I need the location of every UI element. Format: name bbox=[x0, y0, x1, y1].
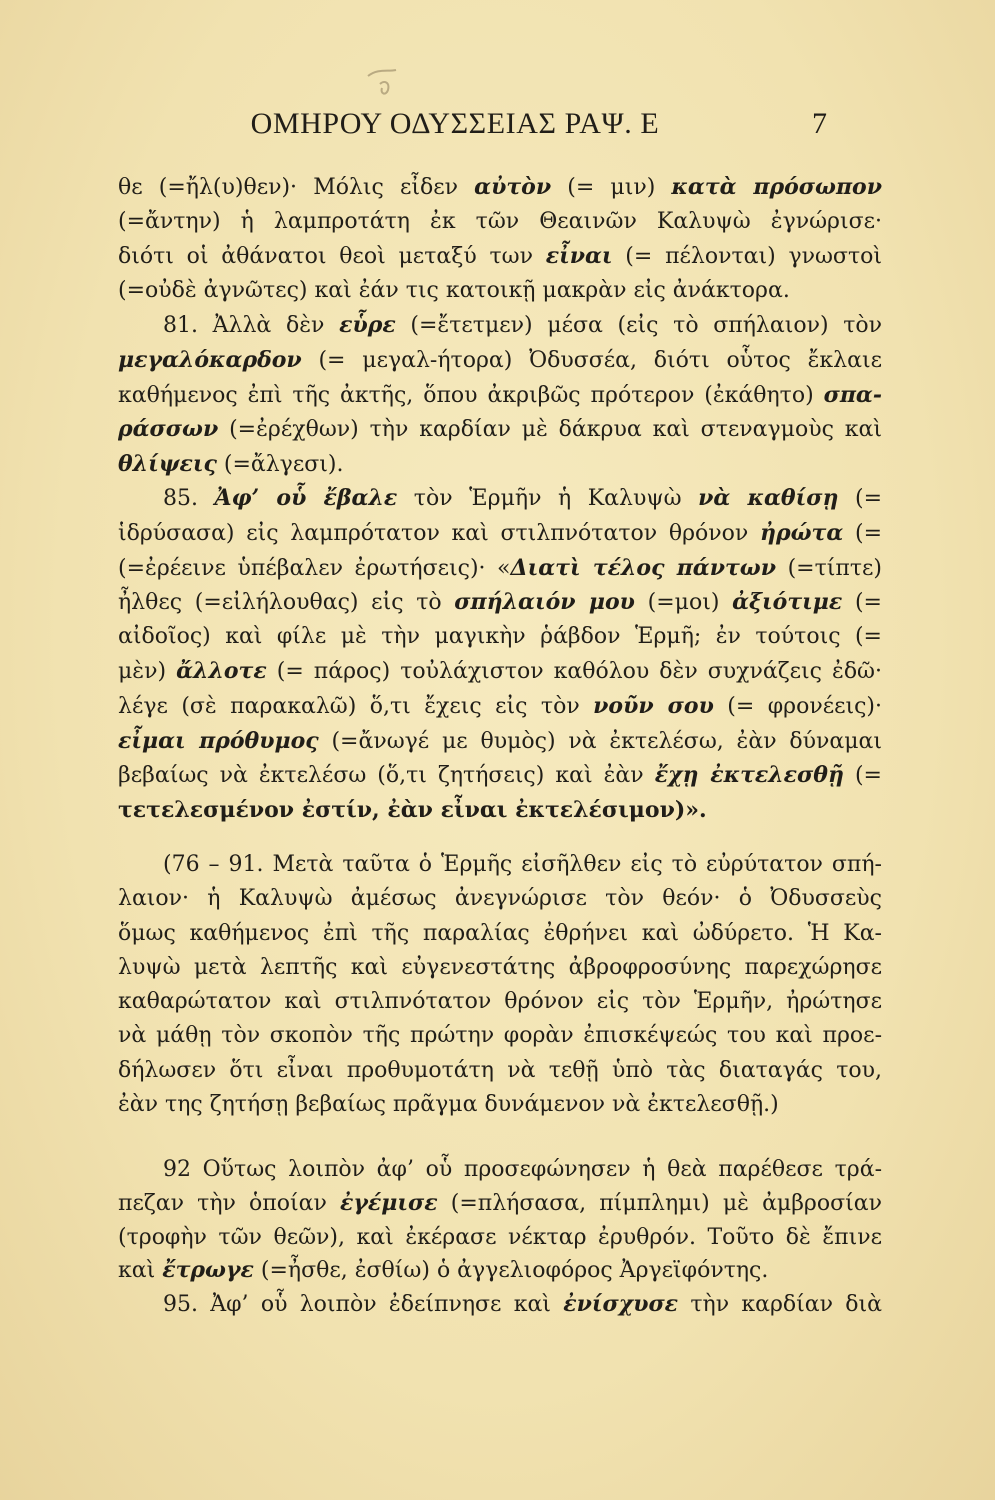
text-line bbox=[118, 882, 882, 916]
text-run: (= πέλονται) γνωστοὶ bbox=[612, 244, 882, 270]
page-number: 7 bbox=[812, 107, 827, 140]
text-line bbox=[118, 343, 882, 378]
glossed-term: ἔτρωγε bbox=[162, 1257, 254, 1284]
text-run: (=τίπτε) bbox=[776, 555, 882, 581]
glossed-term: εἶναι bbox=[545, 243, 613, 270]
text-line bbox=[118, 1254, 882, 1288]
text-line bbox=[118, 551, 882, 586]
text-run: λέγε (σὲ παρακαλῶ) ὅ,τι ἔχεις εἰς τὸν bbox=[118, 693, 594, 719]
text-line bbox=[118, 412, 882, 447]
text-line bbox=[118, 620, 882, 655]
text-run: 95. Ἀφ’ οὗ λοιπὸν ἐδείπνησε καὶ bbox=[163, 1292, 564, 1318]
text-run: ἐὰν της ζητήσῃ βεβαίως πρᾶγμα δυνάμενον νὰ ἐκτελεσθῇ.) bbox=[118, 1092, 779, 1118]
text-run: 92 Οὕτως λοιπὸν ἀφ’ οὗ προσεφώνησεν ἡ θεὰ παρέθεσε τρά- bbox=[163, 1157, 882, 1182]
glossed-term: εὗρε bbox=[339, 312, 396, 339]
text-line bbox=[118, 1019, 882, 1053]
text-run: ἦλθες (=εἰλήλουθας) εἰς τὸ bbox=[118, 590, 455, 616]
text-run: διότι οἱ ἀθάνατοι θεοὶ μεταξύ των bbox=[118, 244, 546, 270]
text-line bbox=[118, 1221, 882, 1255]
text-line bbox=[118, 205, 882, 240]
text-run: (=ἐρέχθων) τὴν καρδίαν μὲ δάκρυα καὶ στεναγμοὺς καὶ bbox=[218, 417, 882, 443]
glossed-term: κατὰ πρόσωπον bbox=[671, 174, 882, 200]
text-line bbox=[118, 481, 882, 516]
text-run: ὅμως καθήμενος ἐπὶ τῆς παραλίας ἐθρήνει καὶ ὠδύρετο. Ἡ Κα- bbox=[118, 920, 882, 946]
text-line bbox=[118, 985, 882, 1019]
glossed-term: Ἀφ’ οὗ ἔβαλε bbox=[214, 485, 398, 512]
text-run: θε (=ἤλ(υ)θεν)· Μόλις εἶδεν bbox=[118, 175, 475, 200]
glossed-term: αὐτὸν bbox=[474, 174, 552, 200]
glossed-term: ράσσων bbox=[118, 416, 219, 443]
text-run: λαιον· ἡ Καλυψὼ ἀμέσως ἀνεγνώρισε τὸν θεόν· ὁ Ὀδυσσεὺς bbox=[118, 886, 882, 912]
text-run: βεβαίως νὰ ἐκτελέσω (ὅ,τι ζητήσεις) καὶ ἐὰν bbox=[118, 763, 655, 789]
glossed-term: νὰ καθίσῃ bbox=[698, 485, 839, 512]
text-run: 85. bbox=[163, 486, 215, 512]
text-line bbox=[118, 654, 882, 689]
text-run: μὲν) bbox=[118, 659, 177, 685]
text-line bbox=[118, 170, 882, 205]
text-run: (= μεγαλ-ήτορα) Ὀδυσσέα, διότι οὗτος ἔκλαιε bbox=[301, 347, 882, 373]
text-line bbox=[118, 793, 882, 828]
text-line bbox=[118, 917, 882, 951]
text-line bbox=[118, 724, 882, 759]
text-line bbox=[118, 1088, 882, 1122]
glossed-term: Διατὶ τέλος πάντων bbox=[510, 554, 777, 581]
text-run: (=ἔτετμεν) μέσα (εἰς τὸ σπήλαιον) τὸν bbox=[395, 313, 882, 339]
text-line bbox=[118, 1288, 882, 1322]
text-run: (= bbox=[843, 763, 882, 789]
text-line bbox=[118, 758, 882, 793]
text-run: (76 – 91. Μετὰ ταῦτα ὁ Ἑρμῆς εἰσῆλθεν εἰς τὸ εὐρύτατον σπή- bbox=[163, 852, 882, 877]
text-line bbox=[118, 378, 882, 413]
text-line bbox=[118, 1153, 882, 1187]
text-run: πεζαν τὴν ὁποίαν bbox=[118, 1190, 340, 1216]
text-run: τὴν καρδίαν διὰ bbox=[678, 1292, 882, 1318]
glossed-term: ἐγέμισε bbox=[339, 1189, 438, 1216]
text-line bbox=[118, 447, 882, 482]
text-run: (= μιν) bbox=[551, 175, 672, 200]
glossed-term: ἠρώτα bbox=[759, 519, 844, 546]
text-run: τετελεσμένον ἐστίν, ἐὰν εἶναι ἐκτελέσιμον)». bbox=[118, 796, 707, 823]
commentary-block bbox=[118, 170, 882, 827]
glossed-term: ἀξιότιμε bbox=[732, 589, 843, 616]
text-line bbox=[118, 239, 882, 274]
text-run: (= φρονέεις)· bbox=[713, 693, 882, 719]
glossed-term: μεγαλόκαρδον bbox=[118, 346, 302, 373]
text-run: (τροφὴν τῶν θεῶν), καὶ ἐκέρασε νέκταρ ἐρυθρόν. Τοῦτο δὲ ἔπινε bbox=[118, 1224, 882, 1250]
text-run: καθήμενος ἐπὶ τῆς ἀκτῆς, ὅπου ἀκριβῶς πρότερον (ἐκάθητο) bbox=[118, 382, 824, 408]
text-run: (=ἄνωγέ με θυμὸς) νὰ ἐκτελέσω, ἐὰν δύναμαι bbox=[318, 728, 882, 754]
glossed-term: νοῦν σου bbox=[593, 692, 714, 719]
text-line bbox=[118, 951, 882, 985]
text-line bbox=[118, 308, 882, 343]
text-run: αἰδοῖος) καὶ φίλε μὲ τὴν μαγικὴν ῥάβδον Ἑρμῆ; ἐν τούτοις (= bbox=[118, 623, 882, 649]
glossed-term: ἄλλοτε bbox=[176, 658, 267, 685]
ink-smudge bbox=[360, 62, 410, 102]
text-run: (= πάρος) τοὐλάχιστον καθόλου δὲν συχνάζεις ἐδῶ· bbox=[266, 659, 882, 685]
text-run: (=ἄντην) ἡ λαμπροτάτη ἐκ τῶν Θεαινῶν Καλυψὼ ἐγνώρισε· bbox=[118, 208, 882, 234]
text-run: (=ἦσθε, ἐσθίω) ὁ ἀγγελιοφόρος Ἀργεϊφόντης. bbox=[253, 1258, 769, 1284]
text-run: λυψὼ μετὰ λεπτῆς καὶ εὐγενεστάτης ἀβροφροσύνης παρεχώρησε bbox=[118, 954, 882, 980]
text-line bbox=[118, 689, 882, 724]
text-line bbox=[118, 1187, 882, 1221]
text-run: νὰ μάθῃ τὸν σκοπὸν τῆς πρώτην φορὰν ἐπισκέψεώς του καὶ προε- bbox=[118, 1023, 882, 1049]
text-run: (=ἄλγεσι). bbox=[216, 451, 344, 477]
text-line bbox=[118, 1054, 882, 1088]
glossed-term: σπα- bbox=[823, 381, 882, 408]
text-run: καὶ bbox=[118, 1258, 163, 1284]
text-run: (=μοι) bbox=[634, 590, 733, 616]
text-run: 81. Ἀλλὰ δὲν bbox=[163, 313, 340, 339]
summary-block bbox=[118, 848, 882, 1122]
glossed-term: σπήλαιόν μου bbox=[454, 589, 635, 616]
text-run: τὸν Ἑρμῆν ἡ Καλυψὼ bbox=[397, 486, 699, 512]
running-header: ΟΜΗΡΟΥ ΟΔΥΣΣΕΙΑΣ ΡΑΨ. Ε bbox=[250, 107, 660, 140]
text-run: (= bbox=[843, 520, 882, 546]
glossed-term: εἶμαι πρόθυμος bbox=[118, 727, 319, 754]
text-run: (= bbox=[842, 590, 882, 616]
text-run: (=οὐδὲ ἀγνῶτες) καὶ ἐάν τις κατοικῇ μακρὰν εἰς ἀνάκτορα. bbox=[118, 277, 790, 303]
text-line bbox=[118, 516, 882, 551]
text-run: (= bbox=[838, 486, 882, 512]
text-run: δήλωσεν ὅτι εἶναι προθυμοτάτη νὰ τεθῇ ὑπὸ τὰς διαταγάς του, bbox=[118, 1057, 882, 1083]
glossed-term: ἔχῃ ἐκτελεσθῇ bbox=[654, 762, 844, 789]
commentary-block bbox=[118, 1153, 882, 1322]
text-run: (=ἐρέεινε ὑπέβαλεν ἐρωτήσεις)· « bbox=[118, 555, 511, 581]
text-run: ἱδρύσασα) εἰς λαμπρότατον καὶ στιλπνότατον θρόνον bbox=[118, 520, 760, 546]
text-line bbox=[118, 585, 882, 620]
glossed-term: θλίψεις bbox=[118, 450, 217, 477]
text-line bbox=[118, 274, 882, 309]
text-line bbox=[118, 848, 882, 882]
text-run: καθαρώτατον καὶ στιλπνότατον θρόνον εἰς τὸν Ἑρμῆν, ἠρώτησε bbox=[118, 989, 882, 1015]
glossed-term: ἐνίσχυσε bbox=[563, 1291, 679, 1318]
text-run: (=πλήσασα, πίμπλημι) μὲ ἀμβροσίαν bbox=[437, 1190, 882, 1216]
